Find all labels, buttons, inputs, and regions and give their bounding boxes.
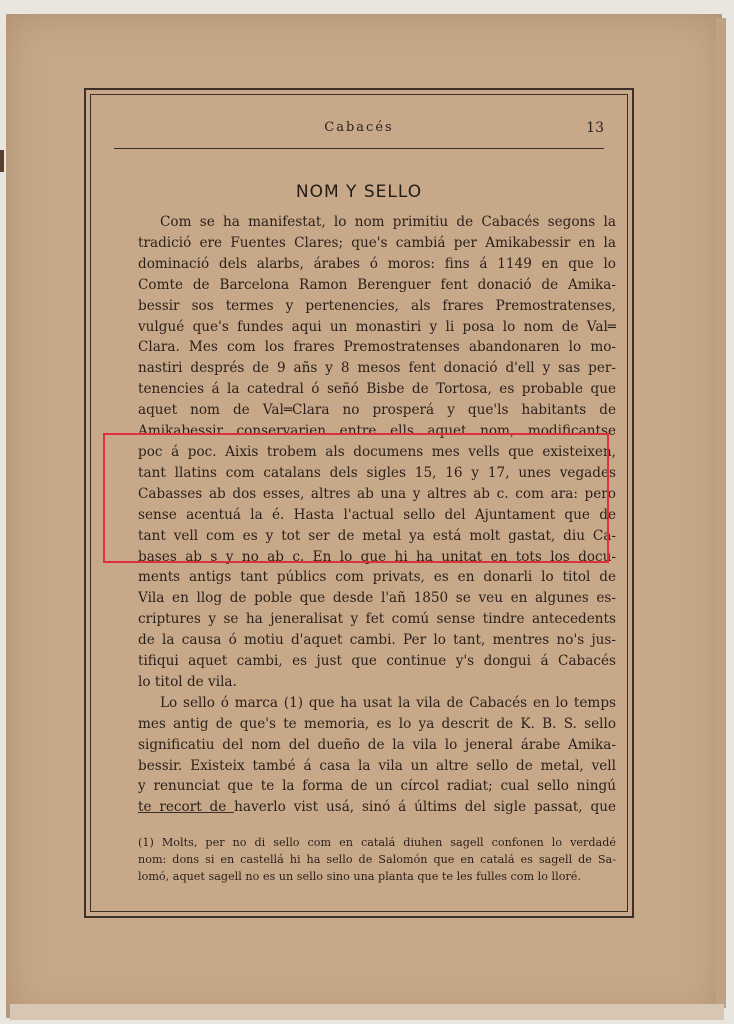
- text-line: de la causa ó motiu d'aquet cambi. Per lo tant, mentres no's jus-: [138, 632, 616, 649]
- text-line: lo titol de vila.: [138, 673, 237, 690]
- page-number: 13: [586, 120, 604, 136]
- footnote-line: lomó, aquet sagell no es un sello sino una planta que te les fulles com lo lloré.: [138, 870, 581, 883]
- binding-mark: [0, 150, 4, 172]
- text-line: Com se ha manifestat, lo nom primitiu de Cabacés segons la: [160, 214, 616, 230]
- text-line: ments antigs tant públics com privats, es en donarli lo titol de: [138, 569, 616, 586]
- text-line: bases ab s y no ab c. En lo que hi ha unitat en tots los docu-: [138, 548, 616, 565]
- text-line: mes antig de que's te memoria, es lo ya descrit de K. B. S. sello: [138, 715, 616, 732]
- text-line: tant vell com es y tot ser de metal ya está molt gastat, diu Ca-: [138, 527, 616, 544]
- header-rule: [114, 148, 604, 149]
- text-line: Vila en llog de poble que desde l'añ 1850 se veu en algunes es-: [138, 590, 616, 607]
- page-bottom-edge: [10, 1004, 724, 1020]
- text-line: Clara. Mes com los frares Premostratenses abandonaren lo mo-: [138, 339, 616, 356]
- text-line: aquet nom de Val═Clara no prosperá y que'ls habitants de: [138, 402, 616, 419]
- text-line: bessir sos termes y pertenencies, als frares Premostratenses,: [138, 297, 616, 314]
- text-line: significatiu del nom del dueño de la vila lo jeneral árabe Amika-: [138, 736, 616, 753]
- text-line: nastiri després de 9 añs y 8 mesos fent donació d'ell y sas per-: [138, 360, 616, 377]
- text-line: Lo sello ó marca (1) que ha usat la vila de Cabacés en lo temps: [160, 694, 616, 711]
- running-head: Cabacés: [324, 120, 394, 135]
- footnote-line: (1) Molts, per no di sello com en catalá diuhen sagell confonen lo verdadé: [138, 836, 616, 849]
- footnote: [138, 834, 616, 885]
- section-title: NOM Y SELLO: [295, 182, 423, 202]
- footnote-rule: [138, 812, 234, 813]
- text-line: tradició ere Fuentes Clares; que's cambiá per Amikabessir en la: [138, 234, 616, 251]
- text-line: poc á poc. Aixis trobem als documens mes vells que existeixen,: [138, 443, 616, 460]
- page-edge: [716, 18, 726, 1008]
- text-line: Cabasses ab dos esses, altres ab una y altres ab c. com ara: pero: [138, 485, 616, 502]
- text-line: tenencies á la catedral ó señó Bisbe de Tortosa, es probable que: [138, 381, 616, 398]
- text-line: y renunciat que te la forma de un círcol radiat; cual sello ningú: [138, 778, 616, 795]
- text-line: vulgué que's fundes aqui un monastiri y li posa lo nom de Val═: [138, 318, 616, 335]
- text-line: bessir. Existeix també á casa la vila un altre sello de metal, vell: [138, 757, 616, 774]
- footnote-line: nom: dons si en castellá hi ha sello de Salomón que en catalá es sagell de Sa-: [138, 853, 616, 866]
- text-line: te recort de haverlo vist usá, sinó á últims del sigle passat, que: [138, 799, 616, 816]
- text-line: Amikabessir conservarien entre ells aquet nom, modificantse: [138, 423, 616, 440]
- text-line: tifiqui aquet cambi, es just que continue y's dongui á Cabacés: [138, 653, 616, 670]
- text-line: tant llatins com catalans dels sigles 15, 16 y 17, unes vegades: [138, 464, 616, 481]
- text-line: dominació dels alarbs, árabes ó moros: fins á 1149 en que lo: [138, 255, 616, 272]
- text-line: Comte de Barcelona Ramon Berenguer fent donació de Amika-: [138, 276, 616, 293]
- text-line: sense acentuá la é. Hasta l'actual sello del Ajuntament que de: [138, 506, 616, 523]
- highlight-box: [103, 433, 609, 563]
- text-line: criptures y se ha jeneralisat y fet comú sense tindre antecedents: [138, 611, 616, 628]
